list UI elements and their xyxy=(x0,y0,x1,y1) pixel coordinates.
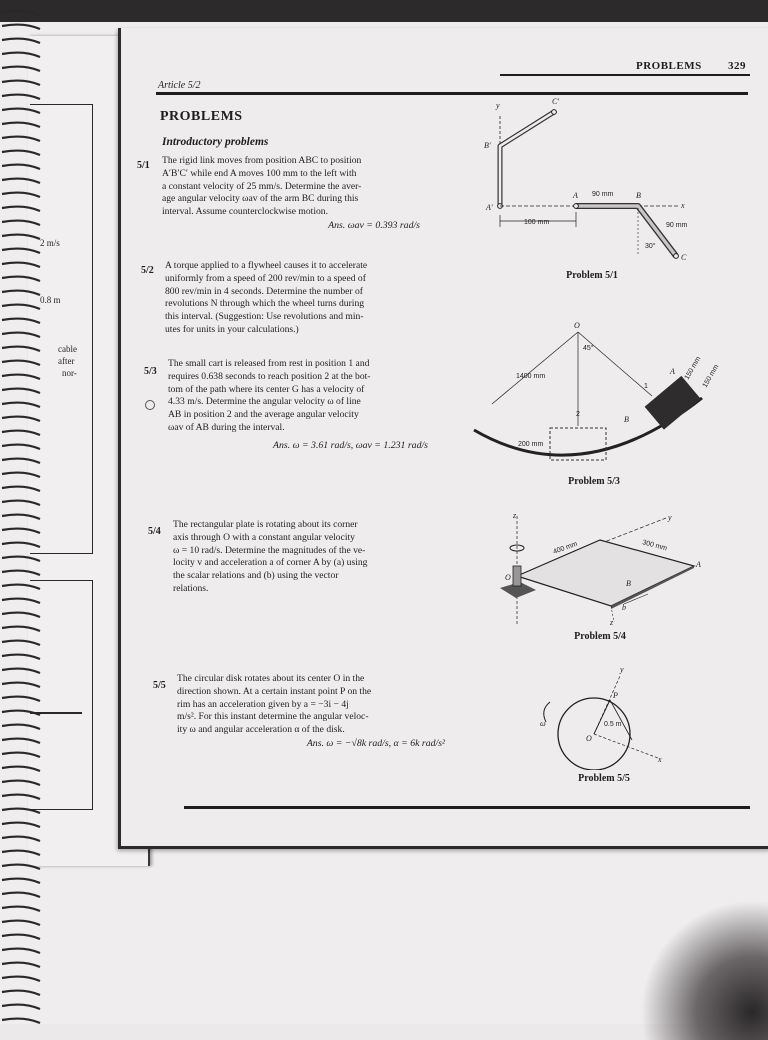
label-angle: 30° xyxy=(645,243,656,250)
dim-bc: 90 mm xyxy=(666,222,688,229)
problem-line: interval. Assume counterclockwise motion. xyxy=(162,206,328,218)
article-label: Article 5/2 xyxy=(158,80,201,91)
figure-problem-5-4 xyxy=(490,510,720,628)
spiral-coil xyxy=(2,95,40,99)
figure-caption: Problem 5/5 xyxy=(578,773,630,784)
label-c: C xyxy=(681,253,687,262)
dim-100: 100 mm xyxy=(524,219,550,226)
problem-line: A′B′C′ while end A moves 100 mm to the left with xyxy=(162,167,357,179)
spiral-coil xyxy=(2,25,40,29)
problem-number: 5/4 xyxy=(148,526,161,537)
footer-rule xyxy=(184,806,750,809)
problem-line: 4.33 m/s. Determine the angular velocity ω of line xyxy=(168,396,361,408)
section-title: PROBLEMS xyxy=(160,109,243,124)
figure-caption: Problem 5/1 xyxy=(566,270,618,281)
problem-line: axis through O with a constant angular velocity xyxy=(173,531,355,543)
label-c-prime: C′ xyxy=(552,97,560,106)
rectangular-plate xyxy=(517,540,694,606)
spiral-coil xyxy=(2,921,40,925)
label-y5: y xyxy=(620,665,624,674)
problem-line: relations. xyxy=(173,582,209,594)
problem-line: m/s². For this instant determine the angular veloc- xyxy=(177,711,369,723)
label-z-bottom: z xyxy=(610,618,614,627)
running-title: PROBLEMS xyxy=(636,60,702,72)
spiral-coil xyxy=(2,991,40,995)
problem-line: a constant velocity of 25 mm/s. Determine the aver- xyxy=(162,180,362,192)
problem-line: rim has an acceleration given by a = −3i − 4j xyxy=(177,698,349,710)
spiral-coil xyxy=(2,823,40,827)
problem-line: A torque applied to a flywheel causes it to accelerate xyxy=(165,260,368,271)
subsection-title: Introductory problems xyxy=(162,136,269,148)
label-o4: O xyxy=(505,573,511,582)
problem-line: ωav of AB during the interval. xyxy=(168,421,285,433)
figure-caption: Problem 5/3 xyxy=(568,476,620,487)
link-prime xyxy=(500,112,554,206)
problem-number: 5/5 xyxy=(153,680,166,691)
left-fragment-5: nor- xyxy=(62,368,77,378)
problem-line: utes for units in your calculations.) xyxy=(165,323,299,335)
label-b-prime: B′ xyxy=(484,141,491,150)
label-radius: 1400 mm xyxy=(516,373,546,380)
spiral-coil xyxy=(2,557,40,561)
problem-line: locity v and acceleration a of corner A by (a) using xyxy=(173,557,368,569)
problem-text xyxy=(168,358,430,435)
dim-400: 400 mm xyxy=(552,540,579,556)
problem-line: age angular velocity ωav of the arm BC during this xyxy=(162,193,359,205)
problem-text xyxy=(173,519,435,596)
spiral-coil xyxy=(2,977,40,981)
problem-text xyxy=(165,260,427,337)
figure-problem-5-5 xyxy=(536,662,686,770)
spiral-coil xyxy=(2,907,40,911)
label-x: x xyxy=(681,201,685,210)
problem-line: the scalar relations and (b) using the vector xyxy=(173,570,339,582)
spiral-coil xyxy=(2,879,40,883)
problem-number: 5/1 xyxy=(137,160,150,171)
hole-punch-icon xyxy=(145,400,155,410)
problem-line: revolutions N through which the wheel turns during xyxy=(165,298,365,310)
spiral-coil xyxy=(2,1005,40,1009)
dim-150-b: 150 mm xyxy=(701,363,721,389)
problem-number: 5/2 xyxy=(141,265,154,276)
spiral-coil xyxy=(2,81,40,85)
label-b-mark: b xyxy=(622,603,626,612)
cart-position-1 xyxy=(645,376,701,430)
top-edge-shadow xyxy=(0,0,768,22)
figure-problem-5-3 xyxy=(462,318,732,473)
label-omega: ω xyxy=(540,719,546,728)
label-a3: A xyxy=(670,367,675,376)
problem-line: The circular disk rotates about its center O in the xyxy=(177,673,365,684)
left-fragment-2: 0.8 m xyxy=(40,295,61,305)
problem-line: this interval. (Suggestion: Use revolutions and min- xyxy=(165,311,364,323)
label-b3: B xyxy=(624,415,629,424)
label-radius5: 0.5 m xyxy=(604,721,622,728)
spiral-coil xyxy=(2,53,40,57)
figure-caption: Problem 5/4 xyxy=(574,631,626,642)
spiral-coil xyxy=(2,865,40,869)
link-abc xyxy=(576,206,676,256)
spiral-coil xyxy=(2,1019,40,1023)
problem-line: requires 0.638 seconds to reach position 2 at the bot- xyxy=(168,370,371,382)
label-a: A xyxy=(573,191,578,200)
label-z-top: z xyxy=(513,511,517,520)
problem-line: The small cart is released from rest in position 1 and xyxy=(168,358,370,369)
left-page-box-bottom xyxy=(30,580,93,810)
spiral-coil xyxy=(2,963,40,967)
spiral-coil xyxy=(2,11,40,15)
spiral-coil xyxy=(2,851,40,855)
problem-answer: Ans. ω = 3.61 rad/s, ωav = 1.231 rad/s xyxy=(273,440,428,451)
problem-line: The rectangular plate is rotating about its corner xyxy=(173,519,358,530)
label-p: P xyxy=(613,691,618,700)
problem-line: AB in position 2 and the average angular velocity xyxy=(168,409,359,421)
label-b: B xyxy=(636,191,641,200)
spiral-coil xyxy=(2,571,40,575)
page-number: 329 xyxy=(728,60,746,72)
problem-line: The rigid link moves from position ABC to position xyxy=(162,155,362,166)
label-a4: A xyxy=(696,560,701,569)
label-x5: x xyxy=(658,755,662,764)
problem-line: ity ω and angular acceleration α of the disk. xyxy=(177,724,345,736)
figure-problem-5-1 xyxy=(478,96,718,268)
corner-shadow xyxy=(640,900,768,1040)
left-page-rule xyxy=(30,712,82,714)
label-o: O xyxy=(574,321,580,330)
problem-answer: Ans. ω = −√8k rad/s, α = 6k rad/s² xyxy=(306,738,445,749)
problem-number: 5/3 xyxy=(144,366,157,377)
label-a-prime: A′ xyxy=(486,203,493,212)
dim-300: 300 mm xyxy=(641,539,668,553)
left-fragment-1: 2 m/s xyxy=(40,238,60,248)
spiral-coil xyxy=(2,67,40,71)
spiral-coil xyxy=(2,935,40,939)
problem-text xyxy=(177,673,439,737)
label-o5: O xyxy=(586,734,592,743)
problem-answer: Ans. ωav = 0.393 rad/s xyxy=(328,220,420,231)
dim-150-a: 150 mm xyxy=(683,355,703,381)
problem-line: uniformly from a speed of 200 rev/min to a speed of xyxy=(165,272,366,284)
dim-200: 200 mm xyxy=(518,441,544,448)
spiral-coil xyxy=(2,949,40,953)
left-page-box-top xyxy=(30,104,93,554)
header-rule-top xyxy=(500,74,750,76)
label-1: 1 xyxy=(644,383,648,390)
acceleration-arrow-icon xyxy=(610,700,632,740)
header-rule xyxy=(156,92,748,95)
label-y: y xyxy=(496,101,500,110)
problem-line: tom of the path where its center G has a velocity of xyxy=(168,383,365,395)
spiral-coil xyxy=(2,893,40,897)
problem-line: 800 rev/min in 4 seconds. Determine the number of xyxy=(165,285,363,297)
left-fragment-3: cable xyxy=(58,344,77,354)
problem-line: direction shown. At a certain instant point P on the xyxy=(177,685,372,697)
problem-text xyxy=(162,155,424,219)
spiral-coil xyxy=(2,837,40,841)
label-45: 45° xyxy=(583,345,594,352)
label-y4: y xyxy=(668,513,672,522)
dim-ab: 90 mm xyxy=(592,191,614,198)
problem-line: ω = 10 rad/s. Determine the magnitudes of the ve- xyxy=(173,544,366,556)
radius-line xyxy=(594,700,610,734)
spiral-coil xyxy=(2,39,40,43)
label-b4: B xyxy=(626,579,631,588)
label-2: 2 xyxy=(576,411,580,418)
left-fragment-4: after xyxy=(58,356,75,366)
